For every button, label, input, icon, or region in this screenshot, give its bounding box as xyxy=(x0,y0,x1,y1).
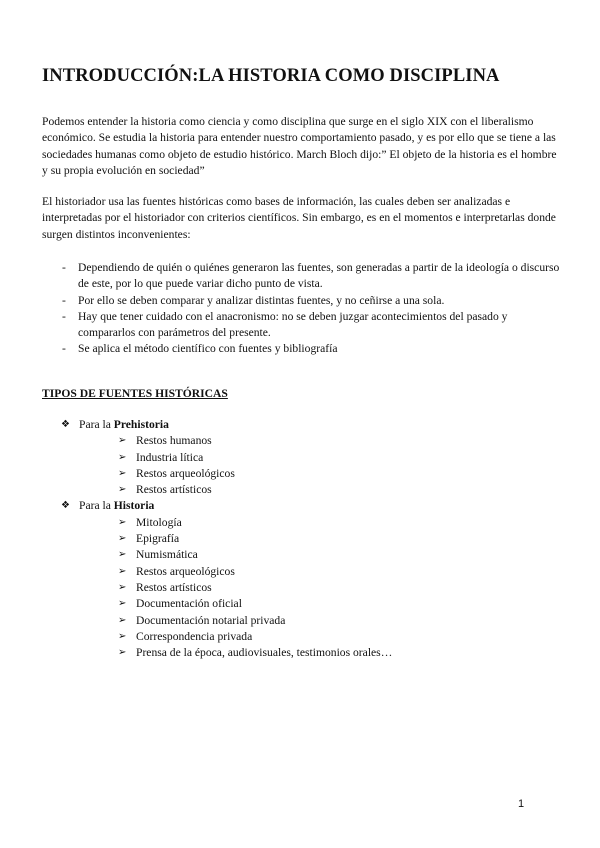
source-types-list xyxy=(60,417,560,661)
section-heading: TIPOS DE FUENTES HISTÓRICAS xyxy=(42,387,228,400)
list-item xyxy=(79,629,560,645)
list-item xyxy=(79,531,560,547)
list-item-text: Por ello se deben comparar y analizar distintas fuentes, y no ceñirse a una sola. xyxy=(78,293,445,307)
arrow-bullet-icon: ➢ xyxy=(118,598,127,610)
list-item xyxy=(79,450,560,466)
dash-marker: - xyxy=(62,342,66,356)
sources-paragraph: El historiador usa las fuentes históricas como bases de información, las cuales deben ser analizadas e interpretadas por el historiador con criterios científicos. Sin embargo, es en el momentos e interpretarlas donde surgen distintos inconvenientes: xyxy=(42,195,556,241)
list-item xyxy=(79,580,560,596)
list-item xyxy=(42,341,564,357)
list-item xyxy=(79,433,560,449)
list-item-text: Se aplica el método científico con fuentes y bibliografía xyxy=(78,342,338,356)
group-prefix: Para la xyxy=(79,499,114,513)
dash-marker: - xyxy=(62,293,66,307)
list-item-text: Documentación oficial xyxy=(136,597,242,611)
list-item xyxy=(79,547,560,563)
page-title: INTRODUCCIÓN:LA HISTORIA COMO DISCIPLINA xyxy=(42,66,500,86)
arrow-bullet-icon: ➢ xyxy=(118,581,127,593)
list-item-text: Dependiendo de quién o quiénes generaron las fuentes, son generadas a partir de la ideología o discurso de este, por lo que puede variar dicho punto de vista. xyxy=(78,261,560,291)
list-item xyxy=(79,515,560,531)
arrow-bullet-icon: ➢ xyxy=(118,614,127,626)
list-item-text: Epigrafía xyxy=(136,532,180,546)
list-item xyxy=(79,564,560,580)
list-item xyxy=(79,613,560,629)
page-number: 1 xyxy=(518,798,525,810)
source-group-historia xyxy=(60,498,560,661)
list-item xyxy=(42,293,564,309)
arrow-bullet-icon: ➢ xyxy=(118,630,127,642)
list-item xyxy=(42,309,564,342)
list-item-text: Prensa de la época, audiovisuales, testimonios orales… xyxy=(136,646,393,660)
arrow-bullet-icon: ➢ xyxy=(118,647,127,659)
diamond-bullet-icon: ❖ xyxy=(61,419,70,430)
group-name: Historia xyxy=(113,499,155,513)
list-item-text: Restos arqueológicos xyxy=(136,564,235,578)
arrow-bullet-icon: ➢ xyxy=(118,451,127,463)
group-prefix: Para la xyxy=(79,418,114,431)
sub-list xyxy=(79,515,560,662)
arrow-bullet-icon: ➢ xyxy=(118,435,127,447)
dash-marker: - xyxy=(62,261,66,274)
list-item-text: Hay que tener cuidado con el anacronismo: no se deben juzgar acontecimientos del pasado y compararlos con parámetros del presente. xyxy=(78,309,508,340)
list-item-text: Restos artísticos xyxy=(136,483,212,497)
list-item xyxy=(79,596,560,612)
list-item-text: Restos artísticos xyxy=(136,580,212,594)
arrow-bullet-icon: ➢ xyxy=(118,549,127,561)
arrow-bullet-icon: ➢ xyxy=(118,533,127,545)
arrow-bullet-icon: ➢ xyxy=(118,467,127,479)
arrow-bullet-icon: ➢ xyxy=(118,565,127,577)
list-item xyxy=(79,466,560,482)
list-item-text: Correspondencia privada xyxy=(136,629,253,643)
list-item xyxy=(42,260,564,293)
dash-marker: - xyxy=(62,309,66,323)
list-item-text: Industria lítica xyxy=(136,450,204,464)
list-item xyxy=(79,645,560,661)
list-item-text: Restos arqueológicos xyxy=(136,466,235,480)
intro-paragraph: Podemos entender la historia como ciencia y como disciplina que surge en el siglo XIX con el liberalismo económico. Se estudia la historia para entender nuestro comportamiento pasado, y es por ello que se tiene a las sociedades humanas como objeto de estudio histórico. March Bloch dijo:” El objeto de la historia es el hombre y su propia evolución en sociedad” xyxy=(42,115,557,177)
list-item-text: Numismática xyxy=(136,548,198,562)
arrow-bullet-icon: ➢ xyxy=(118,484,127,496)
issues-list xyxy=(42,260,564,358)
list-item-text: Documentación notarial privada xyxy=(136,613,286,627)
arrow-bullet-icon: ➢ xyxy=(118,516,127,528)
source-group-prehistoria xyxy=(60,417,560,498)
list-item-text: Mitología xyxy=(136,515,182,529)
group-name: Prehistoria xyxy=(113,418,169,431)
list-item-text: Restos humanos xyxy=(136,434,212,448)
sub-list xyxy=(79,433,560,498)
diamond-bullet-icon: ❖ xyxy=(61,500,70,512)
list-item xyxy=(79,482,560,498)
